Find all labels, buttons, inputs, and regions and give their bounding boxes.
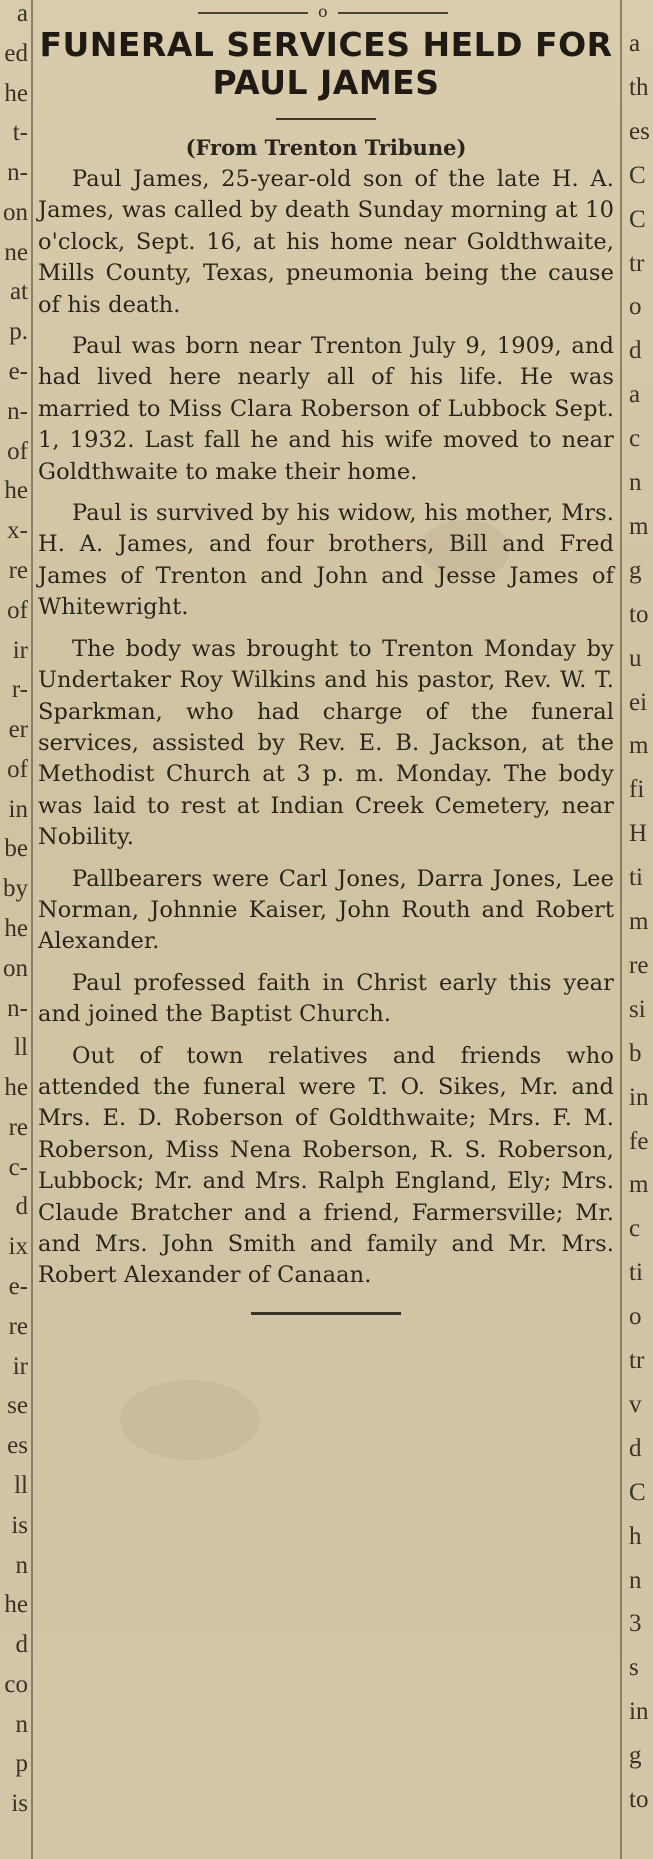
column-fragment: ti	[629, 864, 643, 892]
column-fragment: th	[629, 73, 649, 101]
column-fragment: n	[15, 1710, 28, 1738]
bottom-rule	[251, 1312, 401, 1315]
paper-stain	[120, 1380, 260, 1460]
paragraph-4: The body was brought to Trenton Monday by Undertaker Roy Wilkins and his pastor, Rev. W. T. Sparkman, who had charge of the funeral services, assisted by Rev. E. B. Jackson, at the Methodist Church at 3 p. m. Monday. The body was laid to rest at Indian Creek Cemetery, near Nobility.	[38, 635, 614, 851]
column-rule-left	[31, 0, 33, 1859]
column-fragment: si	[629, 995, 646, 1023]
column-fragment: is	[11, 1511, 28, 1539]
adjacent-column-right	[625, 0, 653, 1859]
column-fragment: es	[7, 1432, 28, 1460]
column-fragment: fi	[629, 776, 645, 804]
column-fragment: n	[629, 1566, 642, 1594]
paragraph-7: Out of town relatives and friends who attended the funeral were T. O. Sikes, Mr. and Mrs. E. D. Roberson of Goldthwaite; Mrs. F. M. Roberson, Miss Nena Roberson, R. S. Roberson, Lubbock; Mr. and Mrs. Ralph England, Ely; Mrs. Claude Bratcher and a friend, Farmersville; Mr. and Mrs. John Smith and family and Mr. Mrs. Robert Alexander of Canaan.	[38, 1042, 614, 1289]
column-fragment: d	[629, 1434, 642, 1462]
column-fragment: c	[629, 425, 641, 453]
column-fragment: m	[629, 732, 649, 760]
column-fragment: to	[629, 1786, 649, 1814]
source-line: (From Trenton Tribune)	[185, 135, 467, 160]
headline: FUNERAL SERVICES HELD FOR PAUL JAMES	[39, 25, 613, 102]
column-fragment: ei	[629, 688, 648, 716]
column-fragment: ir	[12, 636, 28, 664]
column-fragment: u	[629, 644, 642, 672]
column-fragment: er	[8, 716, 28, 744]
column-fragment: of	[7, 596, 28, 624]
article	[38, 0, 614, 1315]
column-fragment: re	[8, 1113, 28, 1141]
column-fragment: ll	[14, 1034, 28, 1062]
column-fragment: m	[629, 908, 649, 936]
column-fragment: v	[629, 1390, 642, 1418]
top-ornament: o	[38, 2, 614, 24]
column-fragment: he	[4, 477, 28, 505]
column-fragment: a	[629, 381, 641, 409]
column-fragment: is	[11, 1790, 28, 1818]
column-fragment: e-	[8, 1273, 28, 1301]
headline-rule	[276, 118, 376, 120]
column-fragment: he	[4, 79, 28, 107]
column-fragment: se	[7, 1392, 28, 1420]
column-fragment: H	[629, 820, 648, 848]
article-body	[38, 164, 614, 1292]
column-fragment: n	[15, 1551, 28, 1579]
column-fragment: re	[8, 556, 28, 584]
column-fragment: ti	[629, 1259, 643, 1287]
column-rule-right	[620, 0, 622, 1859]
column-fragment: he	[4, 915, 28, 942]
column-fragment: c	[629, 1215, 641, 1243]
column-fragment: a	[16, 0, 28, 27]
column-fragment: to	[629, 600, 649, 628]
column-fragment: tr	[629, 249, 645, 277]
column-fragment: p	[15, 1750, 28, 1778]
column-fragment: ix	[8, 1233, 28, 1261]
column-fragment: b	[629, 1039, 642, 1067]
column-fragment: be	[4, 835, 28, 863]
column-fragment: h	[629, 1522, 642, 1550]
adjacent-column-left	[0, 0, 30, 1859]
column-fragment: fe	[629, 1127, 649, 1155]
paragraph-3: Paul is survived by his widow, his mother, Mrs. H. A. James, and four brothers, Bill and Fred James of Trenton and John and Jesse James of Whitewright.	[38, 500, 614, 621]
column-fragment: ne	[4, 238, 28, 266]
column-fragment: o	[629, 1303, 642, 1331]
column-fragment: n-	[7, 159, 28, 187]
column-fragment: ir	[12, 1352, 28, 1380]
column-fragment: t-	[12, 119, 28, 147]
column-fragment: re	[629, 951, 649, 979]
column-fragment: co	[4, 1670, 28, 1698]
column-fragment: o	[629, 293, 642, 321]
column-fragment: C	[629, 161, 646, 189]
column-fragment: a	[629, 30, 641, 57]
column-fragment: he	[4, 1074, 28, 1102]
column-fragment: C	[629, 205, 646, 233]
column-fragment: e-	[8, 358, 28, 386]
column-fragment: in	[8, 795, 28, 823]
column-fragment: in	[629, 1698, 649, 1726]
column-fragment: m	[629, 1171, 649, 1199]
column-fragment: at	[9, 278, 28, 306]
column-fragment: s	[629, 1654, 639, 1682]
column-fragment: n	[629, 469, 642, 497]
paragraph-5: Pallbearers were Carl Jones, Darra Jones, Lee Norman, Johnnie Kaiser, John Routh and Robert Alexander.	[38, 865, 614, 955]
column-fragment: 3	[629, 1610, 642, 1638]
column-fragment: of	[7, 755, 28, 783]
column-fragment: g	[629, 1742, 642, 1770]
column-fragment: x-	[7, 517, 28, 545]
column-fragment: in	[629, 1083, 649, 1111]
column-fragment: tr	[629, 1347, 645, 1375]
paragraph-1: Paul James, 25-year-old son of the late H. A. James, was called by death Sunday morning at 10 o'clock, Sept. 16, at his home near Goldthwaite, Mills County, Texas, pneumonia being the cause of his death.	[38, 166, 614, 318]
column-fragment: he	[4, 1591, 28, 1619]
column-fragment: C	[629, 1478, 646, 1506]
column-fragment: on	[3, 954, 28, 982]
paragraph-2: Paul was born near Trenton July 9, 1909, and had lived here nearly all of his life. He was married to Miss Clara Roberson of Lubbock Sept. 1, 1932. Last fall he and his wife moved to near Goldthwaite to make their home.	[38, 333, 614, 485]
column-fragment: of	[7, 437, 28, 465]
column-fragment: m	[629, 512, 649, 540]
column-fragment: g	[629, 556, 642, 584]
paragraph-6: Paul professed faith in Christ early this year and joined the Baptist Church.	[38, 969, 614, 1028]
column-fragment: p.	[9, 318, 28, 346]
column-fragment: n-	[7, 994, 28, 1022]
column-fragment: n-	[7, 397, 28, 425]
column-fragment: c-	[8, 1153, 28, 1181]
column-fragment: re	[8, 1312, 28, 1340]
column-fragment: by	[3, 875, 28, 903]
column-fragment: ed	[4, 39, 28, 67]
column-fragment: d	[629, 337, 642, 365]
column-fragment: on	[3, 198, 28, 226]
column-fragment: d	[15, 1193, 28, 1221]
column-fragment: d	[15, 1631, 28, 1659]
column-fragment: es	[629, 117, 650, 145]
column-fragment: ll	[14, 1471, 28, 1499]
column-fragment: r-	[11, 676, 28, 704]
